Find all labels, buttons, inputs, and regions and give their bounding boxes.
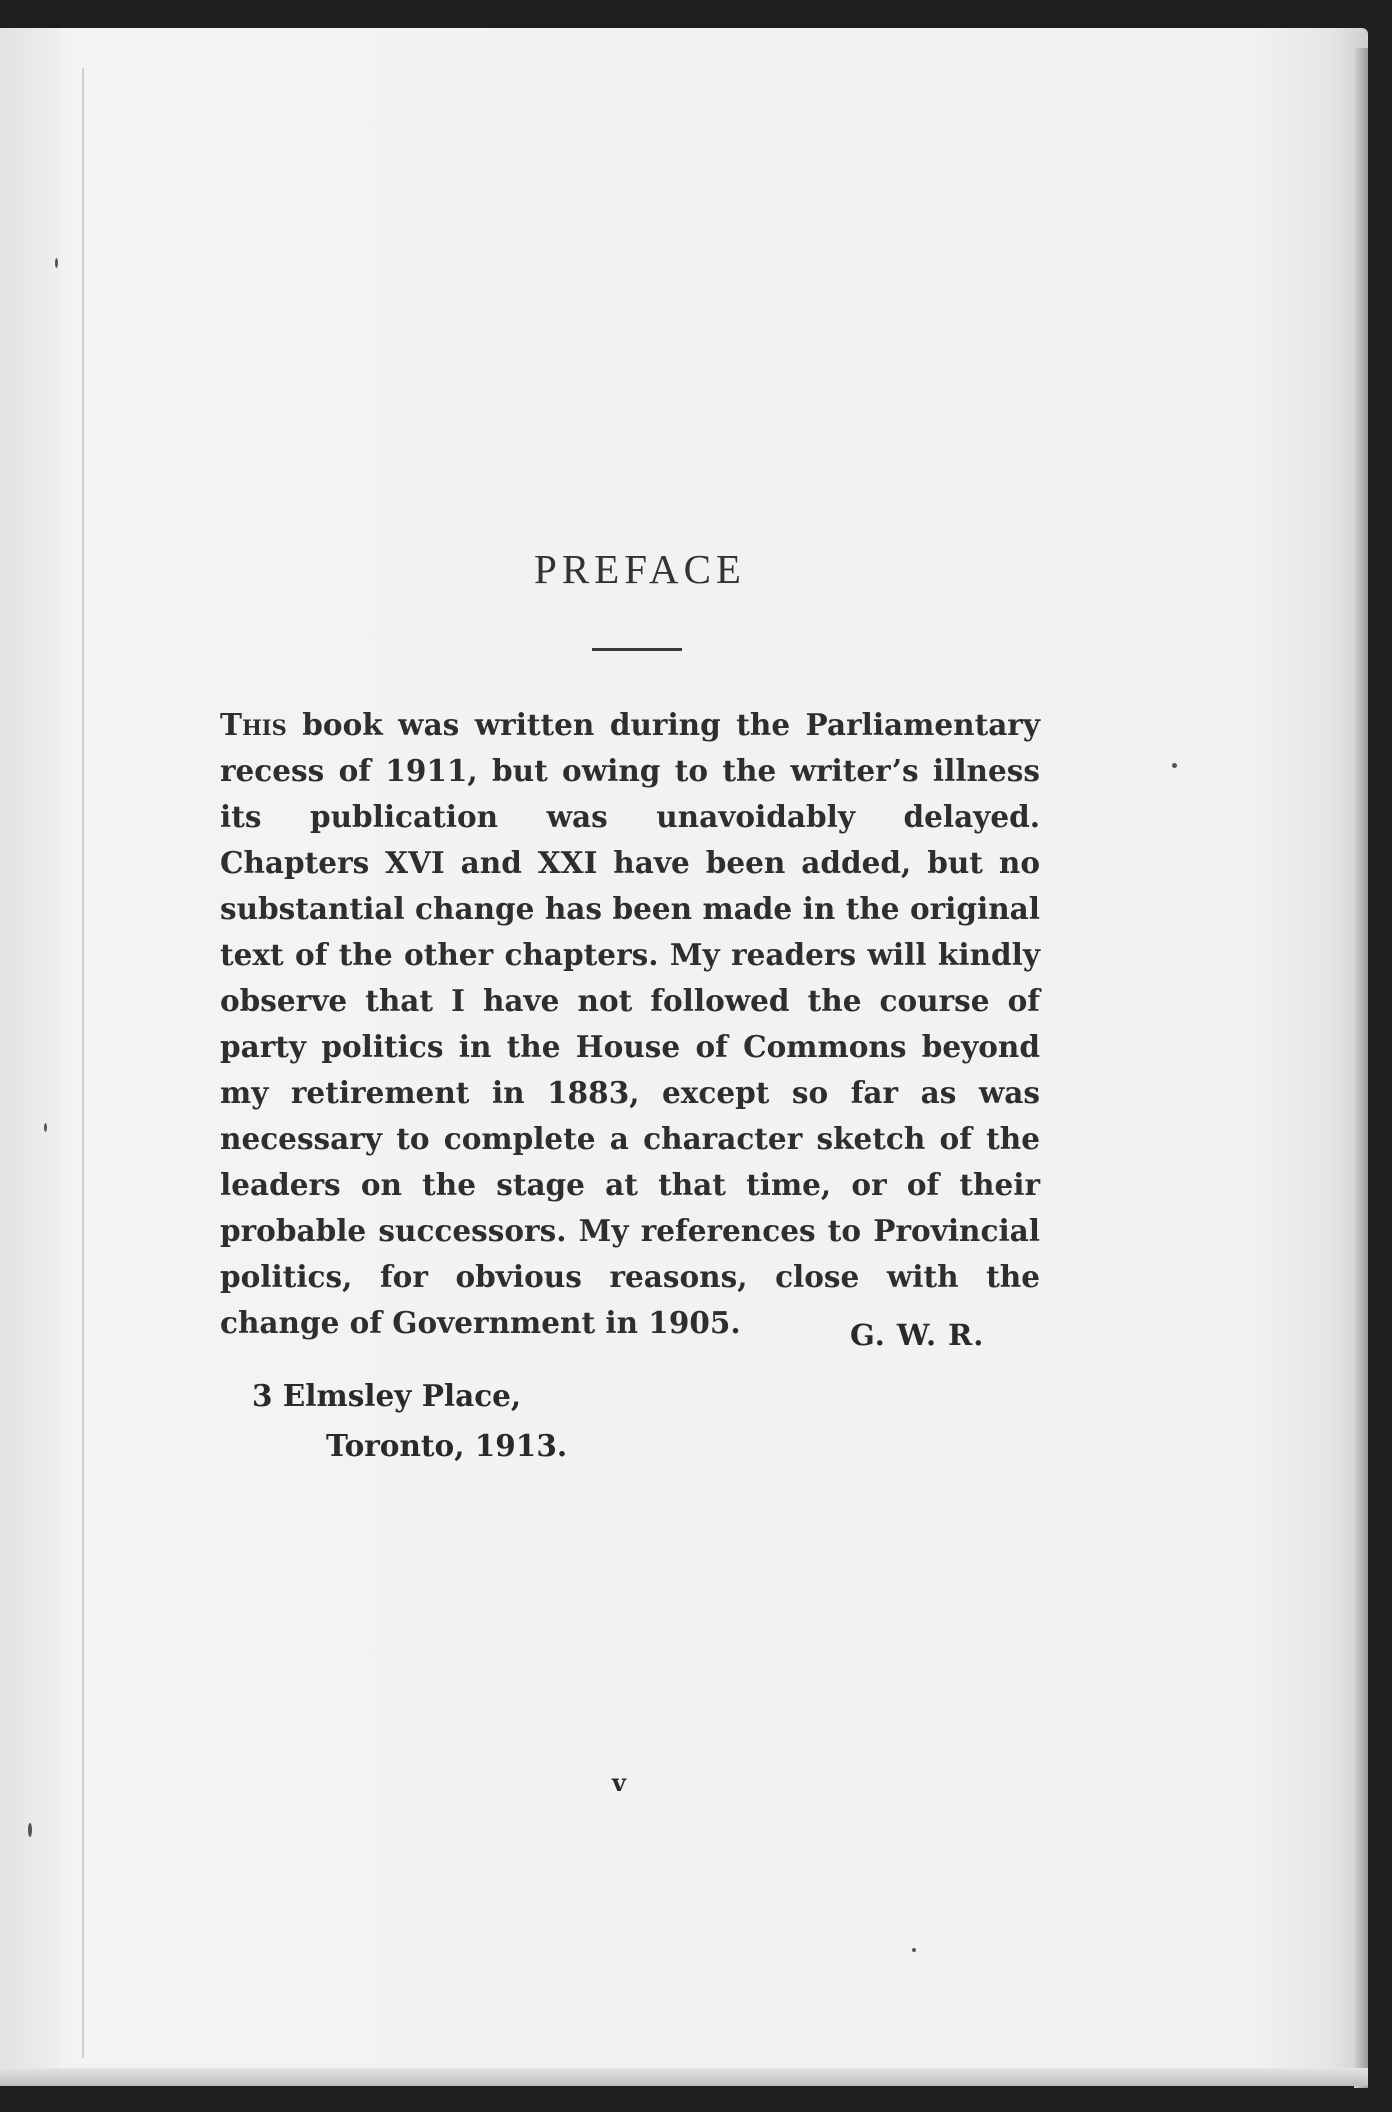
title-rule [592,648,682,651]
dust-speck [28,1823,32,1837]
book-page [0,28,1368,2086]
preface-paragraph [220,702,1040,1346]
address-line-2: Toronto, 1913. [326,1428,568,1463]
page-right-edge [1354,48,1368,2088]
page-left-fold [0,28,60,2086]
gutter-line [82,68,84,2058]
dust-speck [912,1948,916,1952]
dust-speck [1172,763,1177,768]
address-line-1: 3 Elmsley Place, [252,1378,522,1413]
page-number: v [612,1768,626,1797]
author-initials: G. W. R. [850,1318,985,1352]
dust-speck [55,258,58,268]
dust-speck [44,1123,47,1132]
opening-word: This [220,707,287,742]
page-bottom-edge [0,2068,1368,2086]
paragraph-text: book was written during the Parliamentary recess of 1911, but owing to the writer’s illness its publication was unavoidably delayed. Chapters XVI and XXI have been added, but no substantial change has been made in the original text of the other chapters. My readers will kindly observe that I have not followed the course of party politics in the House of Commons beyond my retirement in 1883, except so far as was necessary to complete a character sketch of the leaders on the stage at that time, or of their probable successors. My references to Provincial politics, for obvious reasons, close with the change of Government in 1905. [220,707,1040,1340]
page-title: PREFACE [534,546,746,592]
